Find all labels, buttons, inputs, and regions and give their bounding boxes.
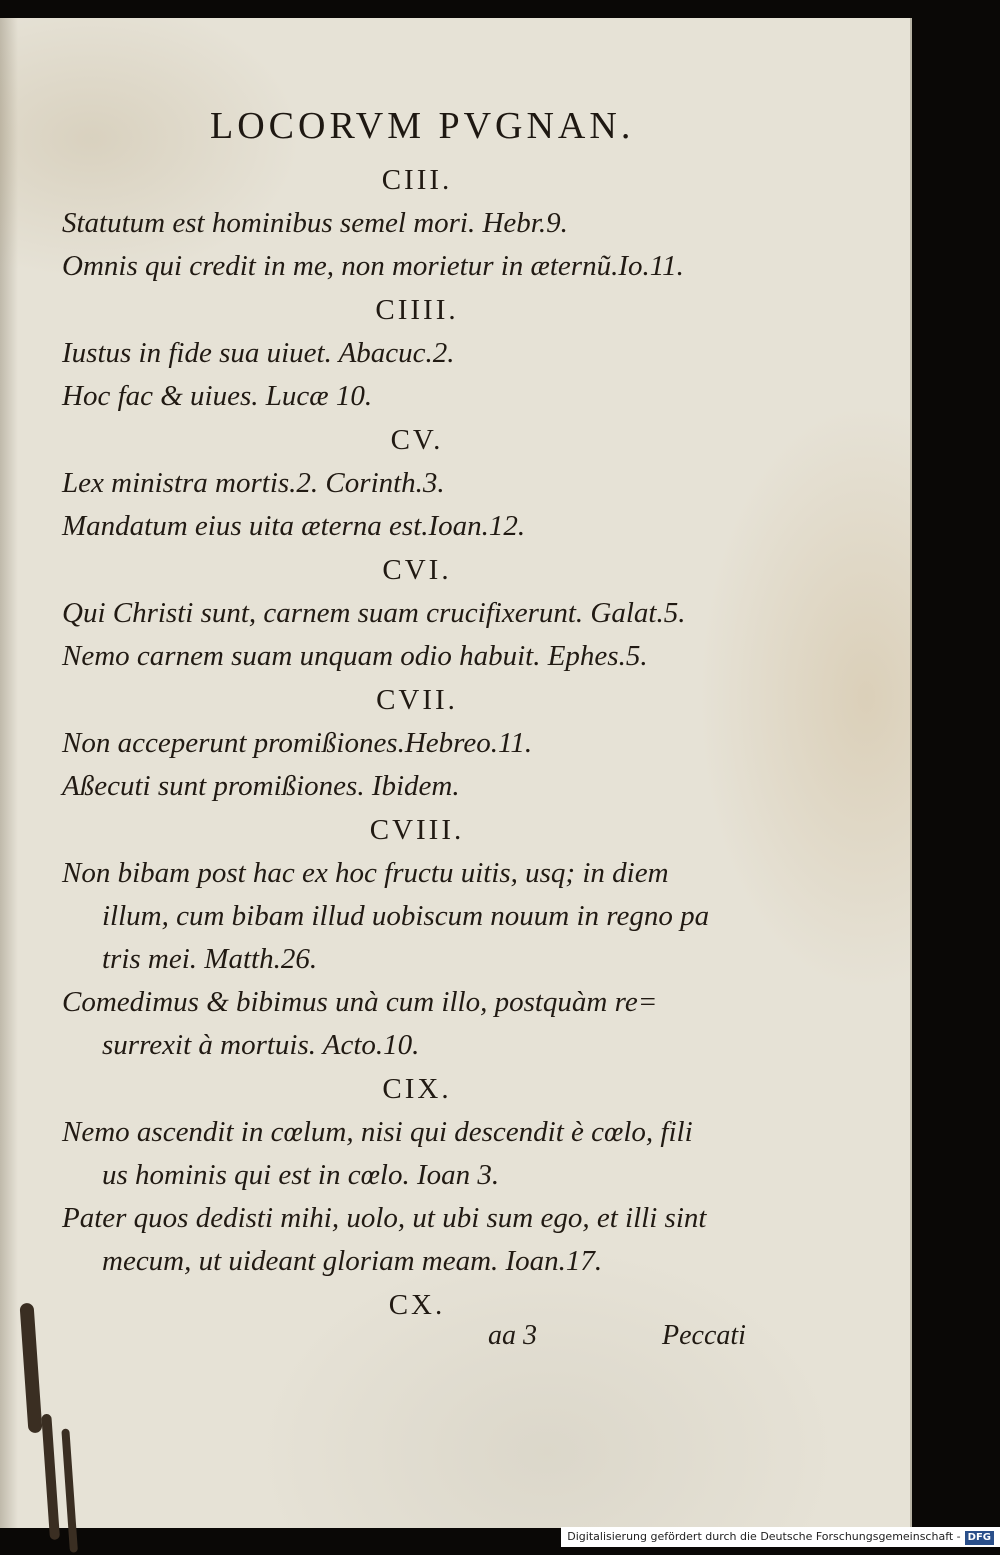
funding-credit	[561, 1527, 1000, 1547]
text-line: surrexit à mortuis. Acto.10.	[102, 1029, 420, 1061]
text-line: tris mei. Matth.26.	[102, 943, 318, 975]
book-page	[0, 18, 912, 1528]
text-line: Mandatum eius uita æterna est.Ioan.12.	[62, 510, 526, 542]
page-text	[62, 158, 762, 1327]
text-line: Aßecuti sunt promißiones. Ibidem.	[62, 770, 460, 802]
text-line: us hominis qui est in cœlo. Ioan 3.	[102, 1159, 500, 1191]
text-line: mecum, ut uideant gloriam meam. Ioan.17.	[102, 1245, 603, 1277]
text-line: Omnis qui credit in me, non morietur in æternũ.Io.11.	[62, 250, 684, 282]
text-line: Pater quos dedisti mihi, uolo, ut ubi sum ego, et illi sint	[62, 1202, 707, 1234]
text-line: Comedimus & bibimus unà cum illo, postquàm re=	[62, 986, 658, 1018]
section-number: CIIII.	[375, 294, 459, 326]
running-header: LOCORVM PVGNAN.	[210, 105, 635, 147]
section	[62, 1067, 762, 1283]
text-line: Qui Christi sunt, carnem suam crucifixerunt. Galat.5.	[62, 597, 686, 629]
section-number: CIII.	[381, 164, 453, 196]
text-line: Non bibam post hac ex hoc fructu uitis, usq; in diem	[62, 857, 669, 889]
section-number: CIX.	[382, 1073, 452, 1105]
section	[62, 678, 762, 808]
section	[62, 158, 762, 288]
text-line: Non acceperunt promißiones.Hebreo.11.	[62, 727, 533, 759]
section-number: CVII.	[376, 684, 458, 716]
section-number: CVI.	[382, 554, 452, 586]
text-line: Lex ministra mortis.2. Corinth.3.	[62, 467, 445, 499]
section	[62, 288, 762, 418]
text-line: Hoc fac & uiues. Lucæ 10.	[62, 380, 373, 412]
section	[62, 808, 762, 1067]
text-line: Nemo carnem suam unquam odio habuit. Ephes.5.	[62, 640, 648, 672]
catchword: Peccati	[662, 1320, 746, 1351]
section	[62, 418, 762, 548]
section-number: CVIII.	[369, 814, 465, 846]
signature-mark: aa 3	[488, 1320, 537, 1351]
text-line: Nemo ascendit in cœlum, nisi qui descendit è cœlo, fili	[62, 1116, 693, 1148]
text-line: Statutum est hominibus semel mori. Hebr.9.	[62, 207, 568, 239]
section-number: CX.	[388, 1289, 446, 1321]
section	[62, 548, 762, 678]
page-footer	[0, 1320, 912, 1360]
section-number: CV.	[390, 424, 444, 456]
dfg-logo: DFG	[965, 1531, 994, 1545]
credit-text: Digitalisierung gefördert durch die Deutsche Forschungsgemeinschaft -	[567, 1530, 961, 1543]
text-line: Iustus in fide sua uiuet. Abacuc.2.	[62, 337, 455, 369]
text-line: illum, cum bibam illud uobiscum nouum in regno pa	[102, 900, 710, 932]
